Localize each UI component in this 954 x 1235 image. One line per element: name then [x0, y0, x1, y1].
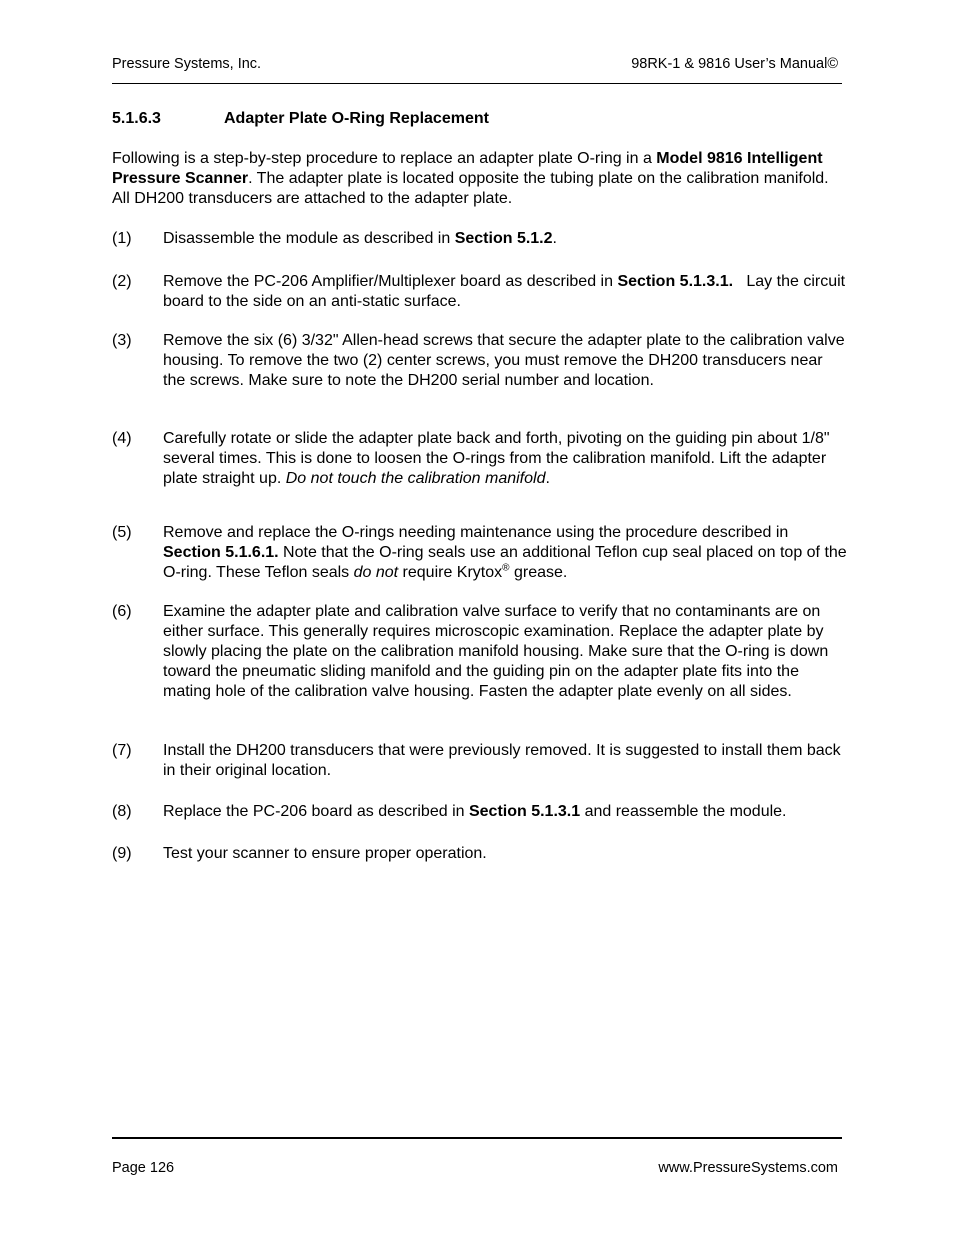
step-text: Examine the adapter plate and calibration valve surface to verify that no contaminants are on either surface. This generally requires microscopic examination. Replace the adapter plate by slowly placing the plate on the calibration manifold housing. Make sure that the O-ring is down toward the pneumatic sliding manifold and the guiding pin on the adapter plate fits into the mating hole of the calibration valve housing. Fasten the adapter plate evenly on all sides. — [163, 603, 829, 700]
section-title: Adapter Plate O-Ring Replacement — [224, 110, 489, 127]
step-8 — [112, 802, 847, 822]
step-text: Remove the PC-206 Amplifier/Multiplexer board as described in Section 5.1.3.1. Lay the circuit board to the side on an anti-static surface. — [163, 273, 850, 310]
step-number: (4) — [112, 430, 132, 447]
step-2 — [112, 272, 850, 312]
section-number: 5.1.6.3 — [112, 110, 161, 127]
header-manual-title: 98RK-1 & 9816 User’s Manual© — [631, 56, 838, 72]
header-rule — [112, 83, 842, 84]
step-9 — [112, 844, 847, 864]
step-5 — [112, 523, 847, 583]
step-text: Install the DH200 transducers that were previously removed. It is suggested to install them back in their original location. — [163, 742, 841, 779]
intro-text-2: . The adapter plate is located opposite the tubing plate on the calibration manifold. All DH200 transducers are attached to the adapter plate. — [112, 170, 829, 207]
step-6 — [112, 602, 847, 702]
header-company: Pressure Systems, Inc. — [112, 56, 262, 72]
step-text: Replace the PC-206 board as described in Section 5.1.3.1 and reassemble the module. — [163, 803, 787, 820]
step-number: (9) — [112, 845, 132, 862]
step-3 — [112, 331, 847, 391]
step-number: (7) — [112, 742, 132, 759]
step-number: (3) — [112, 332, 132, 349]
footer-page-number: Page 126 — [112, 1160, 175, 1176]
step-number: (1) — [112, 230, 132, 247]
registered-mark: ® — [502, 562, 510, 574]
step-text: Remove the six (6) 3/32" Allen-head screws that secure the adapter plate to the calibration valve housing. To remove the two (2) center screws, you must remove the DH200 transducers near the screws. Make sure to note the DH200 serial number and location. — [163, 332, 845, 389]
step-4 — [112, 429, 847, 489]
step-text: Remove and replace the O-rings needing maintenance using the procedure described in Section 5.1.6.1. Note that the O-ring seals use an additional Teflon cup seal placed on top of the O-ring. These Teflon seals do not require Krytox® grease. — [163, 524, 847, 581]
step-1 — [112, 229, 847, 249]
step-7 — [112, 741, 847, 781]
footer-rule — [112, 1137, 842, 1139]
footer-website: www.PressureSystems.com — [658, 1160, 838, 1176]
step-text: Disassemble the module as described in Section 5.1.2. — [163, 230, 557, 247]
intro-model-name: Model 9816 Intelligent Pressure Scanner — [112, 150, 823, 187]
intro-paragraph — [112, 149, 847, 209]
step-text: Carefully rotate or slide the adapter plate back and forth, pivoting on the guiding pin about 1/8" several times. This is done to loosen the O-rings from the calibration manifold. Lift the adapter plate straight up. Do not touch the calibration manifold. — [163, 430, 830, 487]
step-number: (2) — [112, 273, 132, 290]
section-heading — [112, 110, 489, 128]
step-number: (5) — [112, 524, 132, 541]
intro-text-1: Following is a step-by-step procedure to replace an adapter plate O-ring in a — [112, 150, 657, 167]
step-number: (6) — [112, 603, 132, 620]
step-number: (8) — [112, 803, 132, 820]
step-text: Test your scanner to ensure proper operation. — [163, 845, 487, 862]
